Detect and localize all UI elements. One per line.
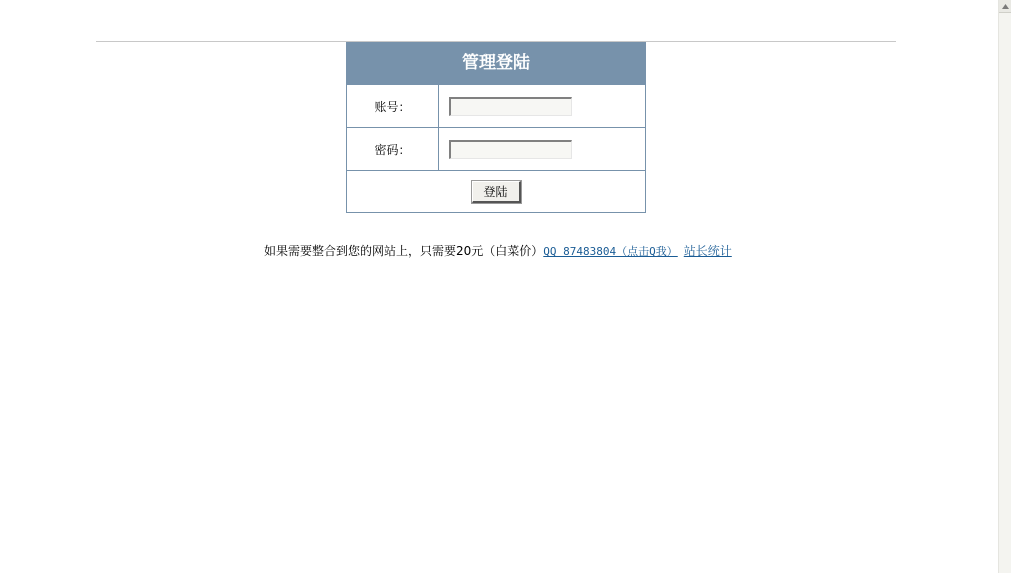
password-label: 密码： [347,128,439,170]
password-input[interactable] [449,140,572,159]
account-input[interactable] [449,97,572,116]
submit-row [347,171,645,212]
account-label: 账号： [347,85,439,127]
footer-text: 如果需要整合到您的网站上，只需要20元（白菜价） [264,244,544,258]
chevron-up-icon [1002,4,1009,9]
login-button[interactable]: 登陆 [472,181,521,203]
login-title: 管理登陆 [347,43,645,85]
password-input-cell [439,128,645,170]
account-input-cell [439,85,645,127]
login-panel [346,42,646,213]
password-row [347,128,645,171]
account-row [347,85,645,128]
vertical-scrollbar[interactable] [998,0,1011,573]
scroll-up-button[interactable] [999,0,1011,13]
site-stats-link[interactable]: 站长统计 [683,244,732,258]
footer-line [264,243,764,260]
qq-contact-link[interactable]: QQ 87483804（点击Q我） [543,245,678,258]
